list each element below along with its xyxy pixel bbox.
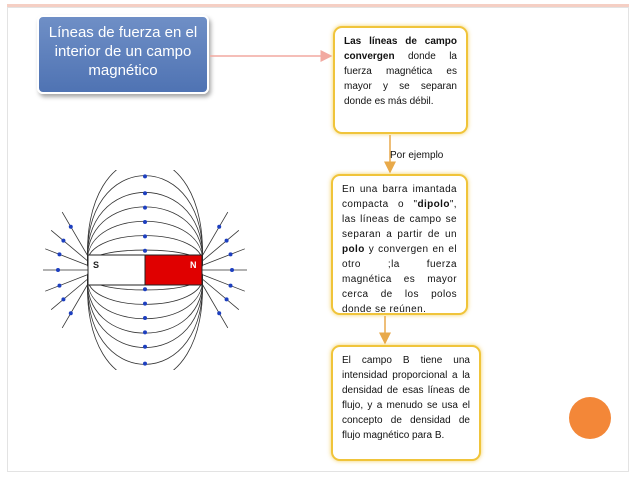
field-direction-marker <box>143 362 147 366</box>
field-direction-marker <box>69 311 73 315</box>
title-text: Líneas de fuerza en el interior de un campo magnético <box>48 24 198 79</box>
box2-bold-polo: polo <box>342 244 365 255</box>
box1-text: donde la fuerza magnética es mayor y se separan donde es más débil. <box>344 51 457 107</box>
field-direction-marker <box>143 234 147 238</box>
field-direction-marker <box>143 174 147 178</box>
field-line <box>51 230 88 261</box>
field-direction-marker <box>230 268 234 272</box>
field-line <box>202 230 239 261</box>
box2-text-2: ", las líneas de campo se separan a partir de un <box>342 199 457 240</box>
field-line <box>62 284 88 328</box>
box2-bold-dipolo: dipolo <box>417 199 450 210</box>
box-convergence <box>333 26 468 134</box>
field-direction-marker <box>143 220 147 224</box>
field-direction-marker <box>143 249 147 253</box>
field-direction-marker <box>143 287 147 291</box>
box1-bold: Las líneas de campo convergen <box>344 36 457 62</box>
field-direction-marker <box>143 302 147 306</box>
box2-text-3: y convergen en el otro ;la fuerza magnética es mayor cerca de los polos donde se reúnen. <box>342 244 457 315</box>
magnet-field-illustration <box>40 170 280 370</box>
field-direction-marker <box>217 311 221 315</box>
field-line <box>202 279 239 310</box>
box-field-b <box>331 345 481 461</box>
field-line <box>62 212 88 256</box>
field-line <box>51 279 88 310</box>
field-line <box>45 249 88 266</box>
field-direction-marker <box>57 284 61 288</box>
field-line <box>202 249 245 266</box>
field-direction-marker <box>229 284 233 288</box>
field-line <box>202 212 228 256</box>
field-direction-marker <box>225 297 229 301</box>
field-direction-marker <box>56 268 60 272</box>
field-direction-marker <box>61 239 65 243</box>
field-direction-marker <box>225 239 229 243</box>
field-direction-marker <box>217 225 221 229</box>
field-direction-marker <box>143 316 147 320</box>
field-direction-marker <box>143 191 147 195</box>
field-line <box>45 275 88 292</box>
field-direction-marker <box>229 252 233 256</box>
field-direction-marker <box>143 206 147 210</box>
south-label: S <box>93 260 100 270</box>
field-direction-marker <box>143 345 147 349</box>
connector-label: Por ejemplo <box>390 150 444 161</box>
box2-text-1: En una barra imantada compacta o " <box>342 184 457 210</box>
field-direction-marker <box>57 252 61 256</box>
box3-text: El campo B tiene una intensidad proporcional a la densidad de esas líneas de flujo, y a menudo se usa el concepto de densidad de flujo magnético para B. <box>342 355 470 441</box>
field-direction-marker <box>143 330 147 334</box>
decorative-orange-dot <box>569 397 611 439</box>
north-label: N <box>190 260 197 270</box>
field-line <box>202 275 245 292</box>
field-line <box>202 284 228 328</box>
field-direction-marker <box>61 297 65 301</box>
box-dipole <box>331 174 468 315</box>
field-direction-marker <box>69 225 73 229</box>
